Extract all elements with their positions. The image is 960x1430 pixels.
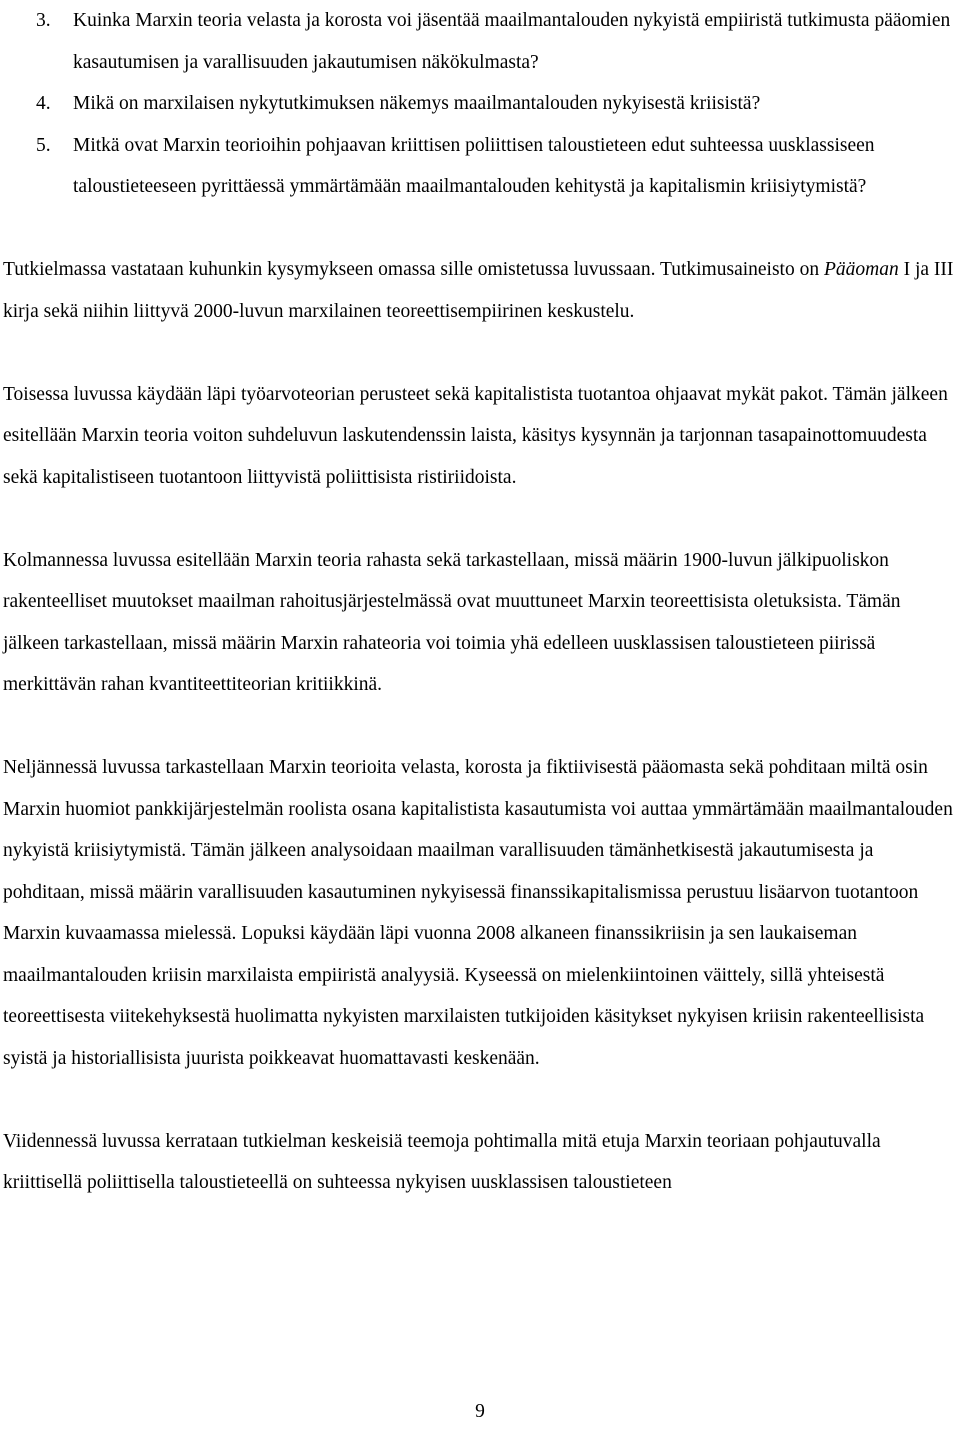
question-number: 5.: [36, 134, 51, 156]
spacer: [3, 208, 958, 250]
research-question-4: [3, 83, 958, 125]
question-text: Mikä on marxilaisen nykytutkimuksen näkemys maailmantalouden nykyisestä kriisistä?: [73, 93, 761, 114]
question-text: Kuinka Marxin teoria velasta ja korosta voi jäsentää maailmantalouden nykyistä empiiristä tutkimusta pääomien kasautumisen ja varallisuuden jakautumisen näkökulmasta?: [73, 10, 951, 73]
material-text-before: Tutkimusaineisto on: [660, 259, 824, 280]
spacer: [3, 332, 958, 374]
research-question-5: [3, 125, 958, 208]
document-page: [3, 0, 958, 1204]
paragraph-second-chapter: Toisessa luvussa käydään läpi työarvoteorian perusteet sekä kapitalistista tuotantoa ohjaavat mykät pakot. Tämän jälkeen esitellään Marxin teoria voiton suhdeluvun laskutendenssin laista, käsitys kysynnän ja tarjonnan tasapainottomuudesta sekä kapitalistiseen tuotantoon liittyvistä poliittisista ristiriidoista.: [3, 383, 948, 488]
question-text: Mitkä ovat Marxin teorioihin pohjaavan kriittisen poliittisen taloustieteen edut suhteessa uusklassiseen taloustieteeseen pyrittäessä ymmärtämään maailmantalouden kehitystä ja kapitalismin kriisiytymistä?: [73, 134, 875, 197]
spacer: [3, 706, 958, 748]
research-question-3: [3, 0, 958, 83]
question-number: 3.: [36, 10, 51, 31]
page-number: 9: [475, 1401, 485, 1422]
intro-paragraph: [3, 249, 958, 332]
material-text-after: I ja III kirja sekä niihin liittyvä 2000-luvun marxilainen teoreettisempiirinen keskustelu.: [3, 259, 954, 322]
spacer: [3, 1079, 958, 1121]
spacer: [3, 498, 958, 540]
intro-chapter-note: Tutkielmassa vastataan kuhunkin kysymykseen omassa sille omistetussa luvussaan.: [3, 259, 656, 280]
paragraph-fourth-chapter: Neljännessä luvussa tarkastellaan Marxin teorioita velasta, korosta ja fiktiivisestä pääomasta sekä pohditaan miltä osin Marxin huomiot pankkijärjestelmän roolista osana kapitalistista kasautumista voi auttaa ymmärtämään maailmantalouden nykyistä kriisiytymistä. Tämän jälkeen analysoidaan maailman varallisuuden tämänhetkisestä jakautumisesta ja pohditaan, missä määrin varallisuuden kasautuminen nykyisessä finanssikapitalismissa perustuu lisäarvon tuotantoon Marxin kuvaamassa mielessä. Lopuksi käydään läpi vuonna 2008 alkaneen finanssikriisin ja sen laukaiseman maailmantalouden kriisin marxilaista empiiristä analyysiä. Kyseessä on mielenkiintoinen väittely, sillä yhteisestä teoreettisesta viitekehyksestä huolimatta nykyisten marxilaisten tutkijoiden käsitykset nykyisen kriisin rakenteellisista syistä ja historiallisista juurista poikkeavat huomattavasti keskenään.: [3, 757, 953, 1069]
research-question-list: [3, 0, 958, 208]
question-number: 4.: [36, 93, 51, 114]
paragraph-third-chapter: Kolmannessa luvussa esitellään Marxin teoria rahasta sekä tarkastellaan, missä määrin 1900-luvun jälkipuoliskon rakenteelliset muutokset maailman rahoitusjärjestelmässä ovat muuttuneet Marxin teoreettisista oletuksista. Tämän jälkeen tarkastellaan, missä määrin Marxin rahateoria voi toimia yhä edelleen uusklassisen taloustieteen piirissä merkittävän rahan kvantiteettiteorian kritiikkinä.: [3, 549, 901, 695]
paragraph-fifth-chapter: Viidennessä luvussa kerrataan tutkielman keskeisiä teemoja pohtimalla mitä etuja Marxin teoriaan pohjautuvalla kriittisellä poliittisella taloustieteellä on suhteessa nykyisen uusklassisen taloustieteen: [3, 1130, 881, 1193]
book-title: Pääoman: [823, 259, 899, 280]
